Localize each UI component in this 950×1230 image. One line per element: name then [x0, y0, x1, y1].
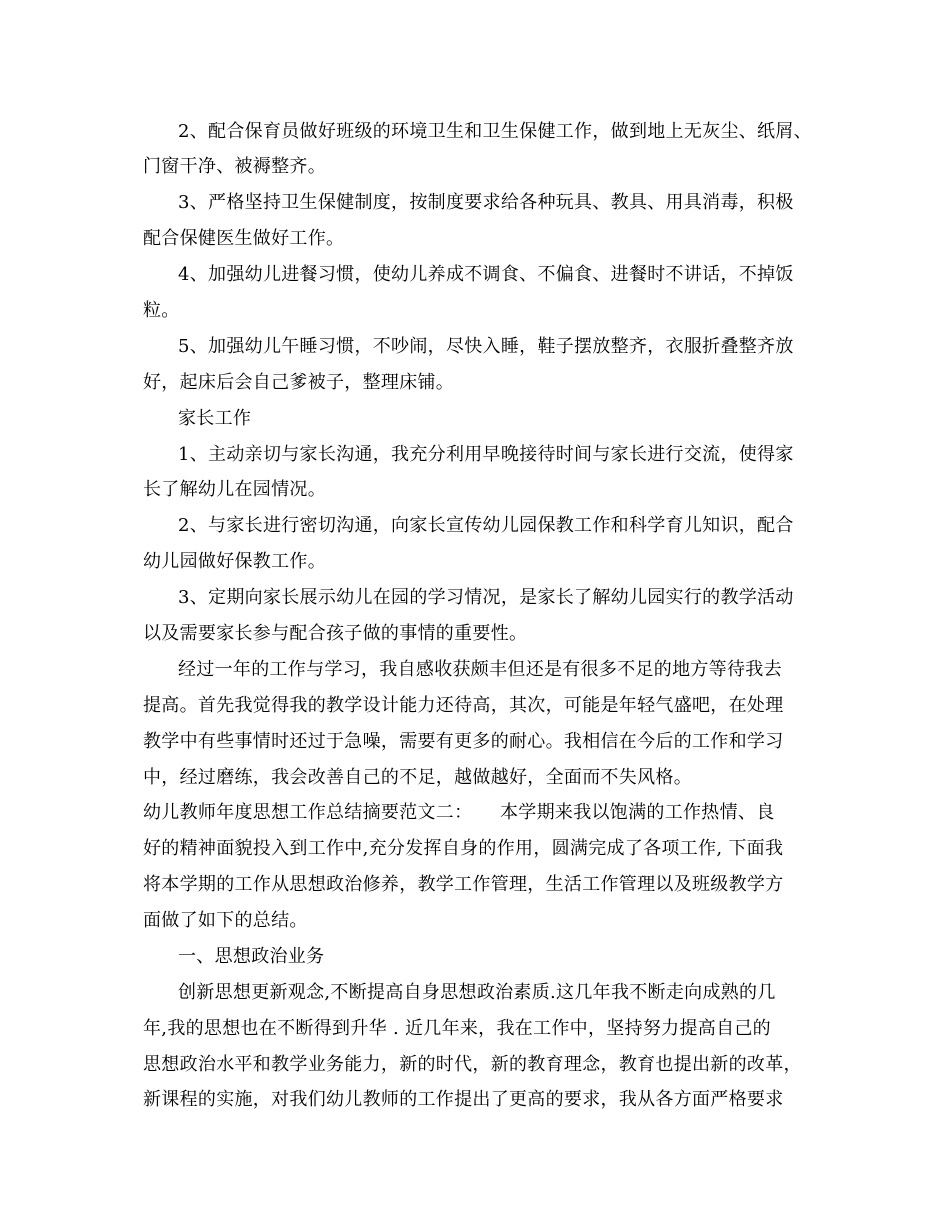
paragraph-line: 以及需要家长参与配合孩子做的事情的重要性。 [143, 623, 528, 644]
paragraph-line: 2、与家长进行密切沟通，向家长宣传幼儿园保教工作和科学育儿知识，配合 [178, 515, 794, 536]
paragraph-line: 幼儿园做好保教工作。 [143, 551, 326, 572]
paragraph-line: 经过一年的工作与学习，我自感收获颇丰但还是有很多不足的地方等待我去 [178, 659, 782, 680]
paragraph-line: 2、配合保育员做好班级的环境卫生和卫生保健工作，做到地上无灰尘、纸屑、 [178, 121, 812, 142]
paragraph-line: 长了解幼儿在园情况。 [143, 479, 326, 500]
paragraph-line: 1、主动亲切与家长沟通，我充分利用早晚接待时间与家长进行交流，使得家 [178, 444, 794, 465]
paragraph-line: 5、加强幼儿午睡习惯，不吵闹，尽快入睡，鞋子摆放整齐，衣服折叠整齐放 [178, 336, 794, 357]
paragraph-line: 思想政治水平和教学业务能力，新的时代，新的教育理念，教育也提出新的改革， [143, 1054, 802, 1075]
paragraph-line: 将本学期的工作从思想政治修养，教学工作管理，生活工作管理以及班级教学方 [143, 874, 784, 895]
paragraph-line: 配合保健医生做好工作。 [143, 228, 345, 249]
paragraph-line: 好，起床后会自己爹被子，整理床铺。 [143, 372, 455, 393]
paragraph-line: 粒。 [143, 300, 180, 321]
section-heading: 一、思想政治业务 [178, 946, 325, 967]
paragraph-line: 3、定期向家长展示幼儿在园的学习情况，是家长了解幼儿园实行的教学活动 [178, 587, 794, 608]
paragraph-line: 提高。首先我觉得我的教学设计能力还待高，其次，可能是年轻气盛吧，在处理 [143, 695, 784, 716]
paragraph-line: 中，经过磨练，我会改善自己的不足，越做越好，全面而不失风格。 [143, 767, 692, 788]
paragraph-line: 教学中有些事情时还过于急噪，需要有更多的耐心。我相信在今后的工作和学习 [143, 731, 784, 752]
section-heading: 家长工作 [178, 408, 252, 429]
paragraph-line: 好的精神面貌投入到工作中,充分发挥自身的作用，圆满完成了各项工作, 下面我 [143, 838, 784, 859]
paragraph-line: 3、严格坚持卫生保健制度，按制度要求给各种玩具、教具、用具消毒，积极 [178, 192, 794, 213]
paragraph-line: 创新思想更新观念,不断提高自身思想政治素质.这几年我不断走向成熟的几 [178, 982, 776, 1003]
article-title-line: 幼儿教师年度思想工作总结摘要范文二： 本学期来我以饱满的工作热情、良 [143, 802, 775, 823]
paragraph-line: 4、加强幼儿进餐习惯，使幼儿养成不调食、不偏食、进餐时不讲话，不掉饭 [178, 264, 794, 285]
paragraph-line: 年,我的思想也在不断得到升华 . 近几年来，我在工作中，坚持努力提高自己的 [143, 1018, 771, 1039]
paragraph-line: 新课程的实施，对我们幼儿教师的工作提出了更高的要求，我从各方面严格要求 [143, 1089, 784, 1110]
paragraph-line: 面做了如下的总结。 [143, 910, 308, 931]
paragraph-line: 门窗干净、被褥整齐。 [143, 156, 326, 177]
